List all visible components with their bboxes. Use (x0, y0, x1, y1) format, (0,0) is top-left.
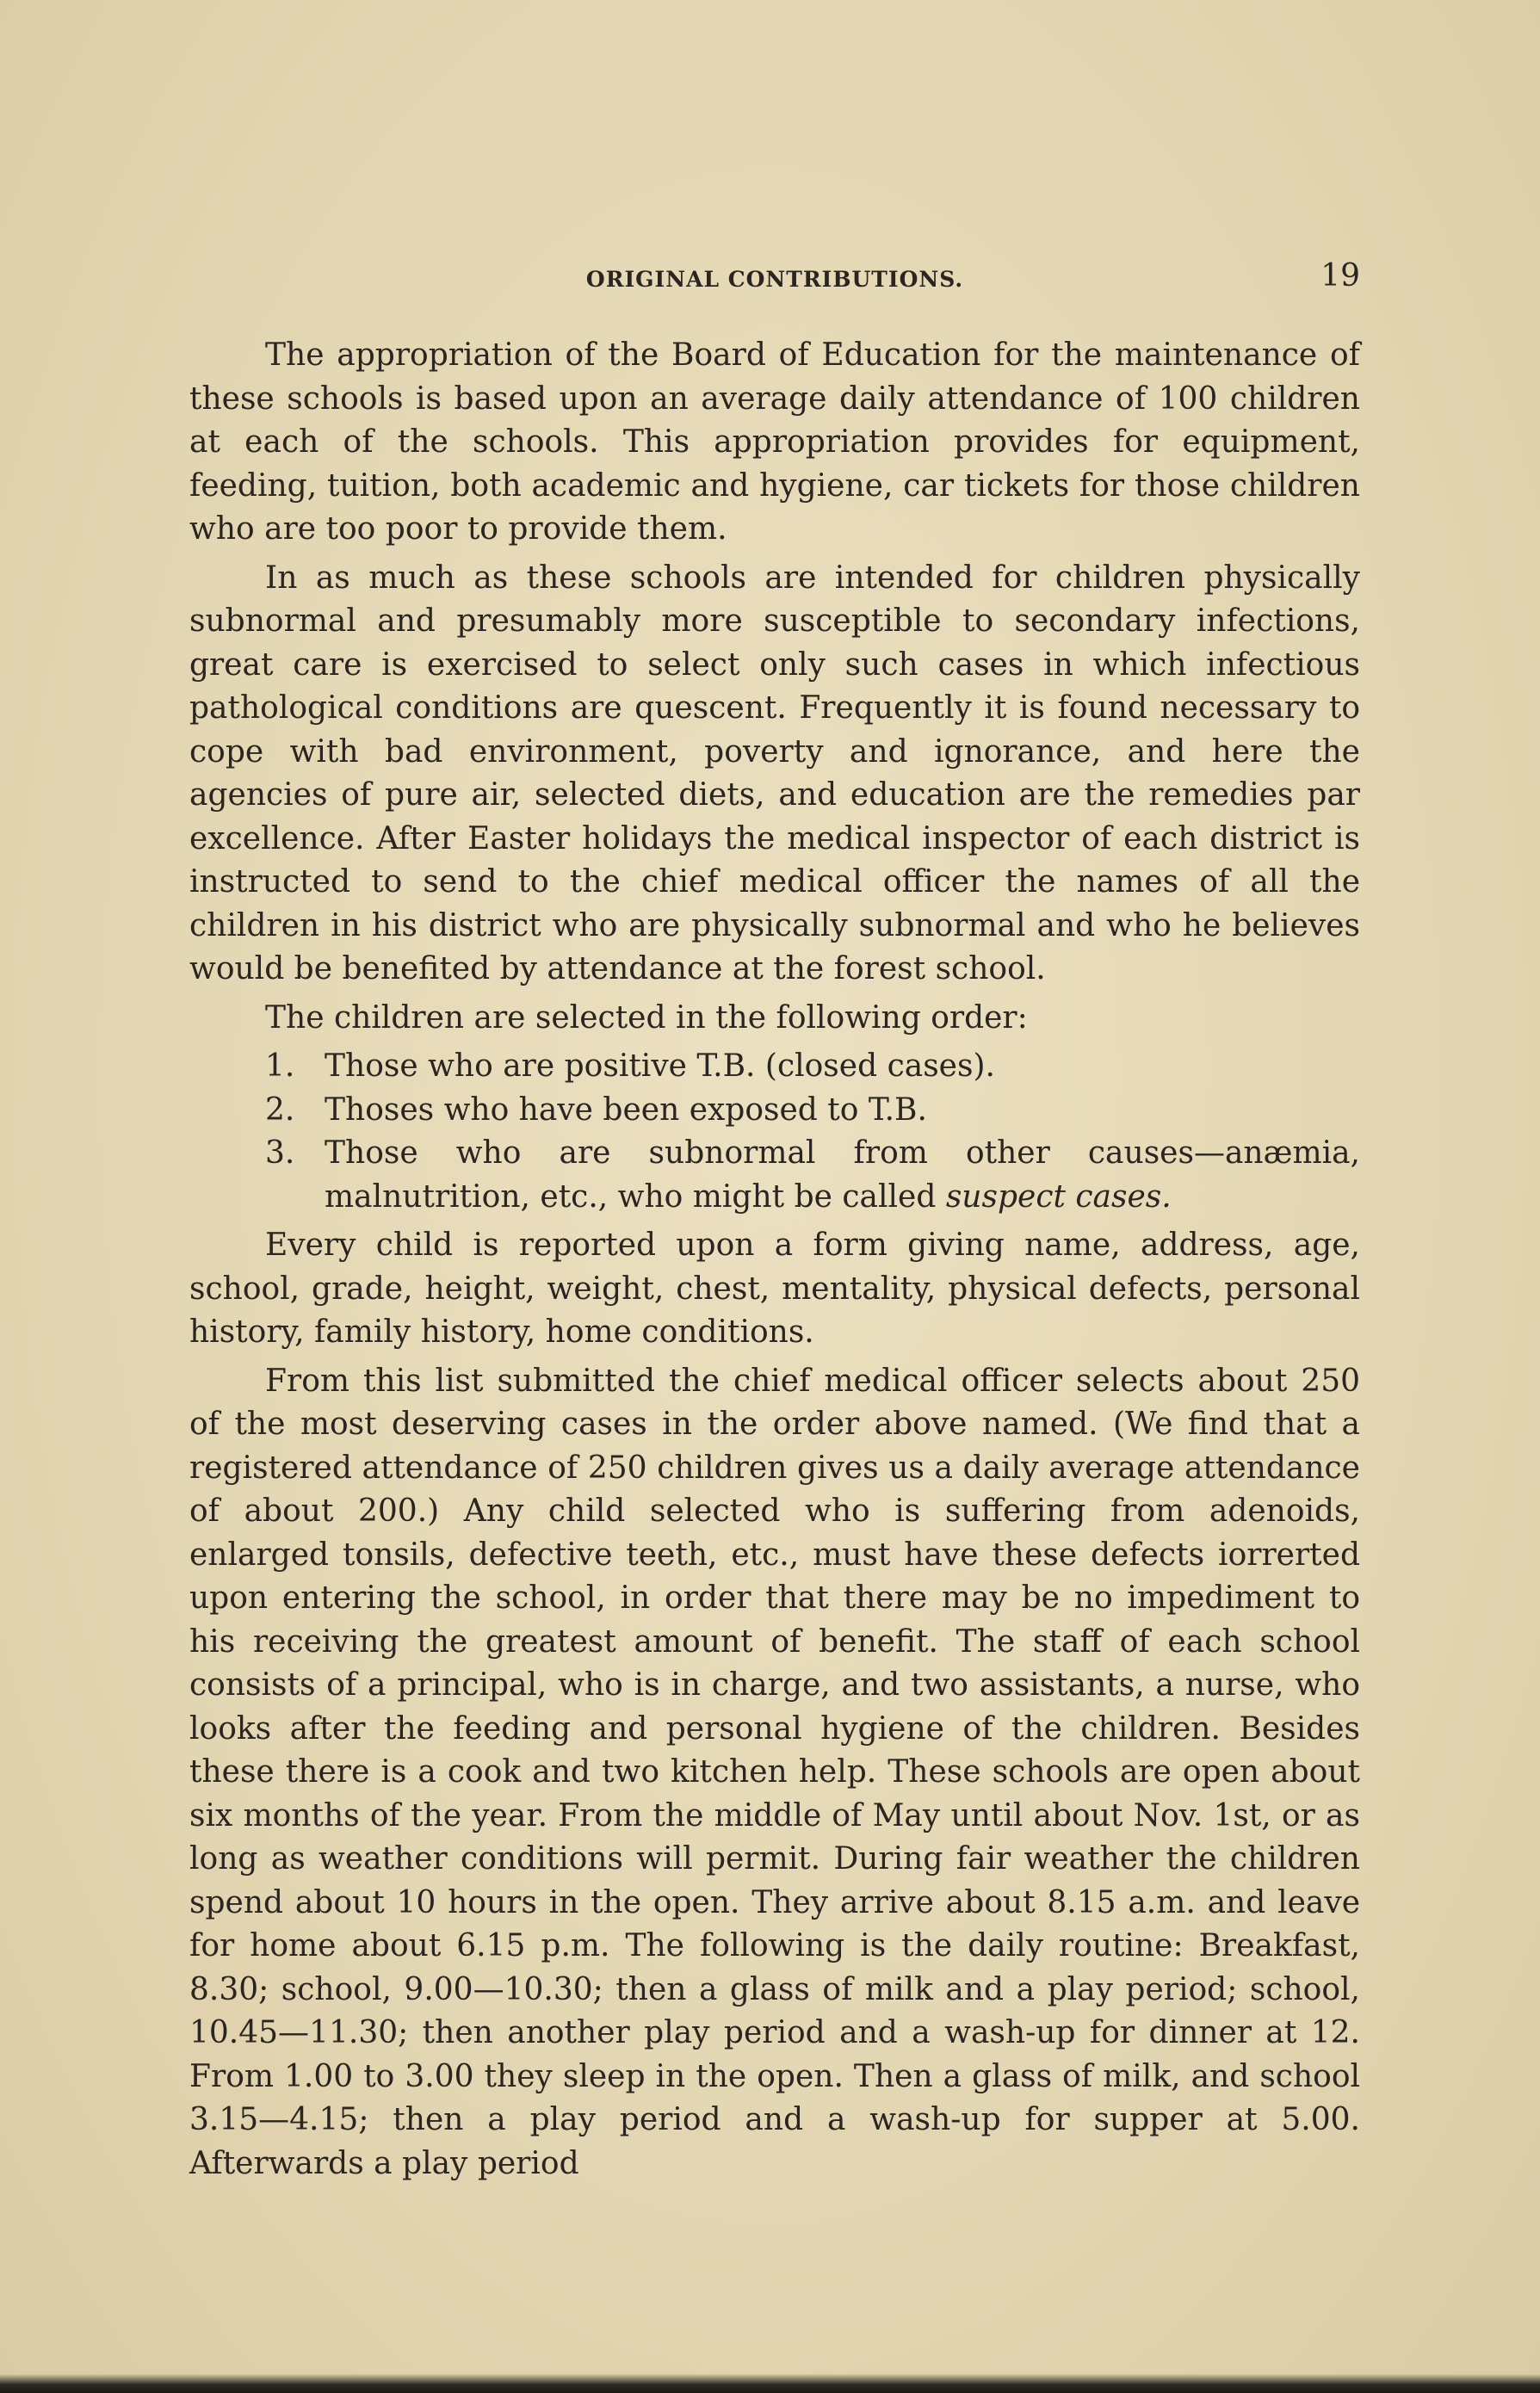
list-number: 2. (265, 1091, 295, 1128)
list-text: Those who are positive T.B. (closed cases). (325, 1048, 995, 1084)
list-text: Those who are subnormal from other causes—anæmia, malnutrition, etc., who might be called (325, 1135, 1360, 1215)
body-text (189, 334, 1360, 2191)
list-emphasis: suspect cases. (945, 1178, 1172, 1215)
list-item (189, 1089, 1360, 1133)
list-number: 1. (265, 1048, 295, 1084)
running-head (189, 258, 1360, 301)
page-bottom-edge (0, 2374, 1540, 2393)
paragraph-selection-order: The children are selected in the following order: (265, 999, 1028, 1036)
paragraph-report-form: Every child is reported upon a form giving name, address, age, school, grade, height, weight, chest, mentality, physical defects, personal history, family history, home conditions. (189, 1227, 1360, 1350)
paragraph-appropriation: The appropriation of the Board of Education for the maintenance of these schools is based upon an average daily attendance of 100 children at each of the schools. This appropriation provides for equipment, feeding, tuition, both academic and hygiene, car tickets for those children who are too poor to provide them. (189, 337, 1360, 547)
page-number: 19 (1320, 258, 1360, 294)
running-head-title: ORIGINAL CONTRIBUTIONS. (585, 267, 964, 292)
paragraph-routine: From this list submitted the chief medical officer selects about 250 of the most deserving cases in the order above named. (We find that a registered attendance of 250 children gives us a daily average attendance of about 200.) Any child selected who is suffering from adenoids, enlarged tonsils, defective teeth, etc., must have these defects iorrerted upon entering the school, in order that there may be no impediment to his receiving the greatest amount of benefit. The staff of each school consists of a principal, who is in charge, and two assistants, a nurse, who looks after the feeding and personal hygiene of the children. Besides these there is a cook and two kitchen help. These schools are open about six months of the year. From the middle of May until about Nov. 1st, or as long as weather conditions will permit. During fair weather the children spend about 10 hours in the open. They arrive about 8.15 a.m. and leave for home about 6.15 p.m. The following is the daily routine: Breakfast, 8.30; school, 9.00—10.30; then a glass of milk and a play period; school, 10.45—11.30; then another play period and a wash-up for dinner at 12. From 1.00 to 3.00 they sleep in the open. Then a glass of milk, and school 3.15—4.15; then a play period and a wash-up for supper at 5.00. Afterwards a play period (189, 1363, 1360, 2181)
paragraph-selection-criteria: In as much as these schools are intended for children physically subnormal and presumably more susceptible to secondary infections, great care is exercised to select only such cases in which infectious pathological conditions are quescent. Frequently it is found necessary to cope with bad environment, poverty and ignorance, and here the agencies of pure air, selected diets, and education are the remedies par excellence. After Easter holidays the medical inspector of each district is instructed to send to the chief medical officer the names of all the children in his district who are physically subnormal and who he believes would be benefited by attendance at the forest school. (189, 560, 1360, 986)
list-item (189, 1045, 1360, 1089)
list-text: Thoses who have been exposed to T.B. (325, 1091, 927, 1128)
selection-order-list (189, 1045, 1360, 1219)
list-number: 3. (265, 1135, 295, 1171)
list-item (189, 1132, 1360, 1219)
